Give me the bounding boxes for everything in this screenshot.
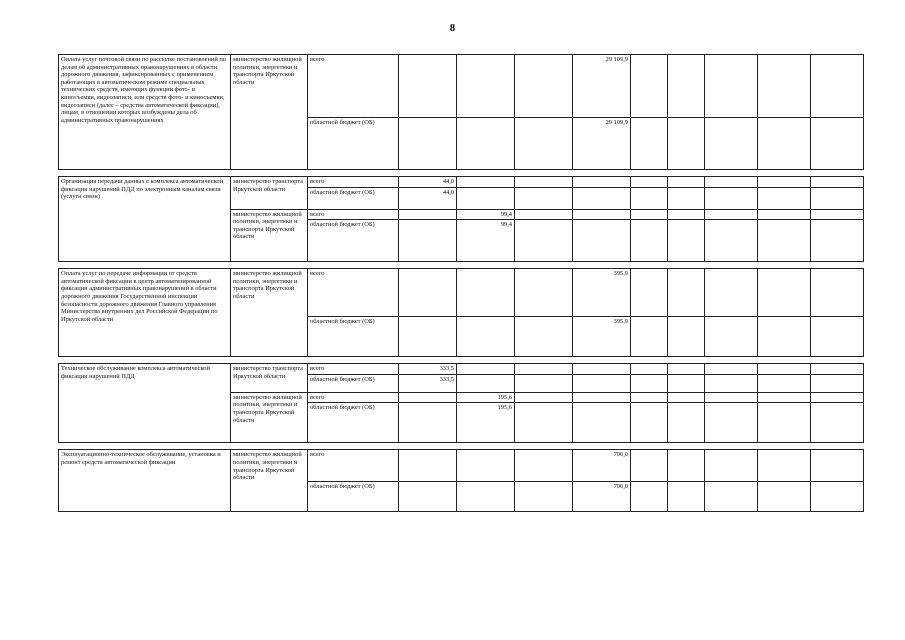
amount-cell	[515, 482, 573, 512]
empty-cell	[631, 374, 668, 392]
executor-cell: министерство жилищной политики, энергетики и транспорта Иркутской области	[231, 392, 308, 443]
activity-description-cell: Оплата услуг по передаче информации от средств автоматической фиксации в центр автоматизированной фиксации административных правонарушений в области дорожного движения Государственной инспекции безопасности дорожного движения Главного управления Министерства внутренних дел Российской Федерации по Иркутской области	[59, 269, 231, 357]
amount-cell: 99,4	[457, 220, 515, 262]
empty-cell	[811, 482, 864, 512]
empty-cell	[668, 403, 705, 443]
amount-cell	[399, 209, 457, 220]
empty-cell	[758, 450, 811, 482]
empty-cell	[668, 392, 705, 403]
amount-cell	[399, 55, 457, 118]
amount-cell	[399, 482, 457, 512]
empty-cell	[758, 364, 811, 375]
amount-cell: 44,0	[399, 187, 457, 209]
empty-cell	[705, 374, 758, 392]
amount-cell	[399, 118, 457, 170]
funding-source-cell: областной бюджет (ОБ)	[308, 403, 399, 443]
empty-cell	[811, 374, 864, 392]
table-row	[59, 55, 864, 118]
amount-cell	[515, 177, 573, 188]
funding-source-cell: областной бюджет (ОБ)	[308, 317, 399, 357]
empty-cell	[811, 209, 864, 220]
amount-cell	[457, 55, 515, 118]
empty-cell	[668, 55, 705, 118]
amount-cell	[515, 364, 573, 375]
amount-cell	[515, 317, 573, 357]
funding-source-cell: всего	[308, 55, 399, 118]
empty-cell	[668, 364, 705, 375]
row-gap	[59, 357, 864, 364]
empty-cell	[811, 55, 864, 118]
empty-cell	[705, 450, 758, 482]
amount-cell	[573, 177, 631, 188]
empty-cell	[705, 177, 758, 188]
amount-cell	[399, 403, 457, 443]
row-gap	[59, 443, 864, 450]
empty-cell	[631, 450, 668, 482]
amount-cell	[515, 403, 573, 443]
empty-cell	[668, 118, 705, 170]
amount-cell	[515, 269, 573, 317]
amount-cell	[515, 55, 573, 118]
empty-cell	[705, 392, 758, 403]
amount-cell	[573, 209, 631, 220]
amount-cell: 395,9	[573, 269, 631, 317]
amount-cell	[515, 187, 573, 209]
executor-cell: министерство транспорта Иркутской области	[231, 364, 308, 393]
empty-cell	[758, 374, 811, 392]
empty-cell	[631, 187, 668, 209]
empty-cell	[758, 269, 811, 317]
amount-cell	[457, 118, 515, 170]
empty-cell	[811, 118, 864, 170]
row-gap	[59, 170, 864, 177]
amount-cell	[457, 364, 515, 375]
empty-cell	[631, 209, 668, 220]
empty-cell	[705, 220, 758, 262]
empty-cell	[631, 55, 668, 118]
amount-cell	[399, 450, 457, 482]
empty-cell	[668, 209, 705, 220]
activity-description-cell: Организация передачи данных с комплекса автоматической фиксации нарушений ПДД по электронным каналам связи (услуги связи)	[59, 177, 231, 262]
empty-cell	[705, 209, 758, 220]
funding-source-cell: всего	[308, 392, 399, 403]
executor-cell: министерство жилищной политики, энергетики и транспорта Иркутской области	[231, 269, 308, 357]
empty-cell	[811, 220, 864, 262]
executor-cell: министерство жилищной политики, энергетики и транспорта Иркутской области	[231, 55, 308, 170]
empty-cell	[668, 317, 705, 357]
empty-cell	[811, 177, 864, 188]
empty-cell	[631, 392, 668, 403]
separator-row	[59, 262, 864, 269]
empty-cell	[631, 364, 668, 375]
amount-cell: 29 109,9	[573, 55, 631, 118]
separator-row	[59, 443, 864, 450]
empty-cell	[758, 392, 811, 403]
empty-cell	[811, 450, 864, 482]
empty-cell	[811, 403, 864, 443]
amount-cell	[515, 392, 573, 403]
funding-source-cell: всего	[308, 209, 399, 220]
amount-cell: 29 109,9	[573, 118, 631, 170]
empty-cell	[668, 269, 705, 317]
empty-cell	[705, 403, 758, 443]
funding-source-cell: всего	[308, 269, 399, 317]
empty-cell	[631, 177, 668, 188]
empty-cell	[668, 482, 705, 512]
activity-description-cell: Техническое обслуживание комплекса автоматической фиксации нарушений ПДД	[59, 364, 231, 443]
amount-cell: 195,6	[457, 392, 515, 403]
amount-cell	[515, 450, 573, 482]
amount-cell	[457, 187, 515, 209]
empty-cell	[758, 209, 811, 220]
amount-cell	[457, 374, 515, 392]
empty-cell	[811, 364, 864, 375]
amount-cell	[573, 220, 631, 262]
empty-cell	[758, 317, 811, 357]
amount-cell	[573, 392, 631, 403]
empty-cell	[705, 317, 758, 357]
amount-cell	[399, 392, 457, 403]
row-gap	[59, 262, 864, 269]
empty-cell	[668, 450, 705, 482]
empty-cell	[758, 187, 811, 209]
empty-cell	[668, 374, 705, 392]
empty-cell	[758, 220, 811, 262]
amount-cell: 700,0	[573, 450, 631, 482]
activity-description-cell: Оплата услуг почтовой связи по рассылке постановлений по делам об административных правонарушениях в области дорожного движения, зафиксированных с применением работающих в автоматическом режиме специальных технических средств, имеющих функции фото- и киносъемки, видеозаписи, или средств фото- и киносъемки, видеозаписи (далее – средства автоматической фиксации), лицам, в отношении которых возбуждены дела об административных правонарушениях	[59, 55, 231, 170]
empty-cell	[631, 220, 668, 262]
funding-source-cell: областной бюджет (ОБ)	[308, 118, 399, 170]
funding-source-cell: всего	[308, 364, 399, 375]
empty-cell	[758, 55, 811, 118]
amount-cell	[573, 403, 631, 443]
amount-cell	[457, 482, 515, 512]
empty-cell	[668, 177, 705, 188]
funding-source-cell: областной бюджет (ОБ)	[308, 220, 399, 262]
empty-cell	[705, 55, 758, 118]
empty-cell	[631, 118, 668, 170]
executor-cell: министерство жилищной политики, энергетики и транспорта Иркутской области	[231, 450, 308, 512]
activity-description-cell: Эксплуатационно-техническое обслуживание, установка и ремонт средств автоматической фиксации	[59, 450, 231, 512]
empty-cell	[811, 187, 864, 209]
empty-cell	[705, 364, 758, 375]
amount-cell: 700,0	[573, 482, 631, 512]
funding-source-cell: областной бюджет (ОБ)	[308, 187, 399, 209]
executor-cell: министерство жилищной политики, энергетики и транспорта Иркутской области	[231, 209, 308, 262]
empty-cell	[705, 118, 758, 170]
amount-cell: 333,5	[399, 364, 457, 375]
funding-source-cell: областной бюджет (ОБ)	[308, 374, 399, 392]
empty-cell	[811, 317, 864, 357]
amount-cell	[399, 317, 457, 357]
amount-cell	[457, 269, 515, 317]
separator-row	[59, 357, 864, 364]
amount-cell: 333,5	[399, 374, 457, 392]
table-row	[59, 177, 864, 188]
page-number: 8	[449, 22, 456, 34]
empty-cell	[705, 187, 758, 209]
empty-cell	[705, 269, 758, 317]
empty-cell	[758, 482, 811, 512]
amount-cell: 44,0	[399, 177, 457, 188]
empty-cell	[631, 269, 668, 317]
empty-cell	[758, 118, 811, 170]
amount-cell	[515, 374, 573, 392]
empty-cell	[758, 403, 811, 443]
amount-cell	[573, 374, 631, 392]
empty-cell	[668, 187, 705, 209]
amount-cell	[457, 317, 515, 357]
budget-table	[58, 54, 864, 512]
amount-cell	[573, 364, 631, 375]
amount-cell	[399, 220, 457, 262]
empty-cell	[631, 317, 668, 357]
amount-cell: 395,9	[573, 317, 631, 357]
empty-cell	[811, 269, 864, 317]
separator-row	[59, 170, 864, 177]
funding-source-cell: всего	[308, 177, 399, 188]
amount-cell	[515, 209, 573, 220]
funding-source-cell: всего	[308, 450, 399, 482]
empty-cell	[758, 177, 811, 188]
empty-cell	[631, 403, 668, 443]
executor-cell: министерство транспорта Иркутской области	[231, 177, 308, 210]
amount-cell	[457, 450, 515, 482]
amount-cell	[515, 118, 573, 170]
empty-cell	[668, 220, 705, 262]
amount-cell	[515, 220, 573, 262]
empty-cell	[631, 482, 668, 512]
funding-source-cell: областной бюджет (ОБ)	[308, 482, 399, 512]
empty-cell	[705, 482, 758, 512]
amount-cell	[399, 269, 457, 317]
amount-cell	[457, 177, 515, 188]
table-row	[59, 269, 864, 317]
empty-cell	[811, 392, 864, 403]
amount-cell: 195,6	[457, 403, 515, 443]
amount-cell	[573, 187, 631, 209]
table-row	[59, 450, 864, 482]
amount-cell: 99,4	[457, 209, 515, 220]
table-row	[59, 364, 864, 375]
